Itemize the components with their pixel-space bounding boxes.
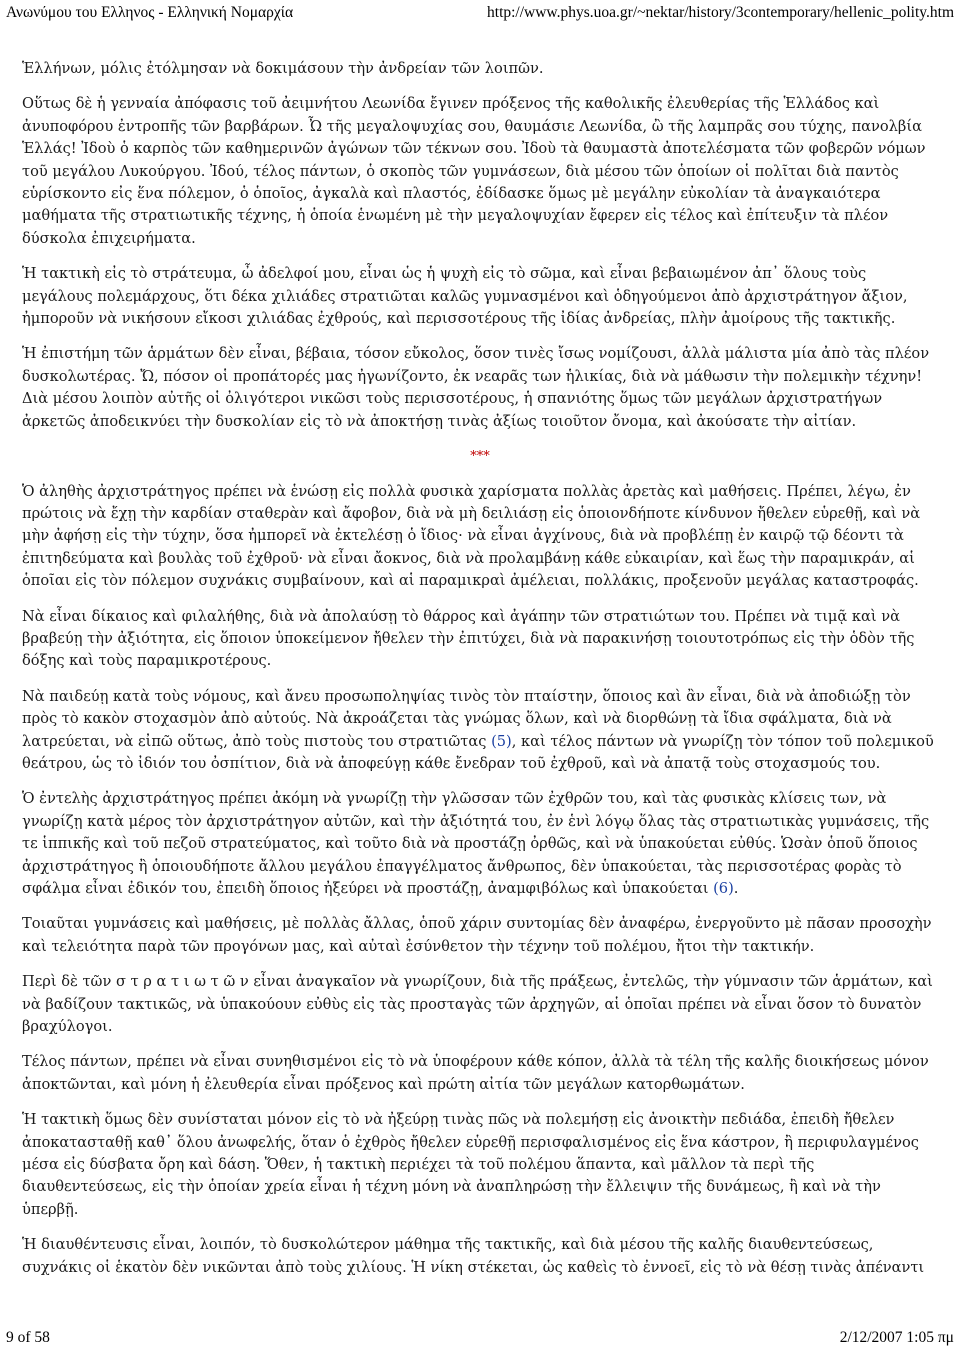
paragraph: Ἡ τακτικὴ εἰς τὸ στράτευμα, ὦ ἀδελφοί μου, εἶναι ὡς ἡ ψυχὴ εἰς τὸ σῶμα, καὶ εἶναι βεβαιωμένον ἀπ᾽ ὅλους τοὺς μεγάλους πολεμάρχους, ὅτι δέκα χιλιάδες στρατιῶται καλῶς γυμνασμένοι καὶ ὁδηγούμενοι ἀπὸ ἀρχιστράτηγον ἄξιον, ἠμποροῦν νὰ νικήσουν εἴκοσι χιλιάδας ἐχθρούς, καὶ περισσοτέρους τῆς ἰδίας ἀνδρείας, πλὴν ἀμοίρους τῆς τακτικῆς. <box>22 265 908 328</box>
paragraph: Τέλος πάντων, πρέπει νὰ εἶναι συνηθισμένοι εἰς τὸ νὰ ὑποφέρουν κάθε κόπον, ἀλλὰ τὰ τέλη τῆς καλῆς διοικήσεως μόνον ἀποκτῶνται, καὶ μόνη ἡ ἐλευθερία εἶναι πρόξενος καὶ πρώτη αἰτία τῶν μεγάλων κατορθωμάτων. <box>22 1053 929 1093</box>
print-date: 2/12/2007 1:05 πμ <box>839 1329 954 1346</box>
paragraph-text: , καὶ τέλος πάντων νὰ γνωρίζῃ τὸν τόπον τοῦ πολεμικοῦ θεάτρου, ὡς τὸ ἰδιόν του ὀσπίτιον, διὰ νὰ ἀποφεύγῃ κάθε ἔνεδραν τοῦ ἐχθροῦ, καὶ νὰ ἀπατᾷ τοὺς στοχασμούς του. <box>22 732 934 772</box>
paragraph: Ὁ ἀληθὴς ἀρχιστράτηγος πρέπει νὰ ἑνώσῃ εἰς πολλὰ φυσικὰ χαρίσματα πολλὰς ἀρετὰς καὶ μαθήσεις. Πρέπει, λέγω, ἐν πρώτοις νὰ ἔχῃ τὴν καρδίαν σταθερὰν καὶ ἄφοβον, διὰ νὰ μὴ δειλιάσῃ εἰς ὁποιονδήποτε κίνδυνον ἤθελεν εὑρεθῇ, καὶ νὰ μὴν ἀφήσῃ εἰς τὴν τύχην, ὅσα ἠμπορεῖ νὰ ἐκτελέσῃ ὁ ἴδιος· νὰ εἶναι ἀγχίνους, διὰ νὰ προβλέπῃ ἐν καιρῷ τῷ δέοντι τὰ ἐπιτηδεύματα καὶ βουλὰς τοῦ ἐχθροῦ· νὰ εἶναι ἄοκνος, διὰ νὰ προλαμβάνῃ κάθε εὐκαιρίαν, καὶ ἕως τὴν παραμικράν, αἱ ὁποῖαι εἰς τὸν πόλεμον συχνάκις συμβαίνουν, καὶ αἱ παραμικραὶ ἀμέλειαι, πολλάκις, προξενοῦν μεγάλας καταστροφάς. <box>22 482 921 590</box>
page-title: Ανωνύμου του Ελληνος - Ελληνική Νομαρχία <box>6 4 294 21</box>
paragraph: Ἡ διαυθέντευσις εἶναι, λοιπόν, τὸ δυσκολώτερον μάθημα τῆς τακτικῆς, καὶ διὰ μέσου τῆς καλῆς διαυθεντεύσεως, συχνάκις οἱ ἑκατὸν δὲν νικῶνται ἀπὸ τοὺς χιλίους. Ἡ νίκη στέκεται, ὡς καθεὶς τὸ ἐννοεῖ, εἰς τὸ νὰ θέσῃ τινὰς ἀπέναντι <box>22 1236 925 1276</box>
paragraph <box>22 686 938 776</box>
paragraph-text: Ὁ ἐντελὴς ἀρχιστράτηγος πρέπει ἀκόμη νὰ γνωρίζῃ τὴν γλῶσσαν τῶν ἐχθρῶν του, καὶ τὰς φυσικὰς κλίσεις των, νὰ γνωρίζῃ κατὰ μέρος τὸν ἀρχιστράτηγον αὐτῶν, καὶ τὴν ἀξιότητά του, ἐν ἑνὶ λόγῳ ὅλας τὰς στρατιωτικὰς γυμνάσεις, τῆς τε ἱππικῆς καὶ τοῦ πεζοῦ στρατεύματος, καὶ τοῦτο διὰ νὰ προστάζῃ ὀρθῶς, καὶ νὰ ὑπακούεται εὐθύς. Ὡσὰν ὁποῦ ὅποιος ἀρχιστράτηγος ἢ ὁποιουδήποτε ἄλλου μεγάλου ἐπαγγέλματος ἄνθρωπος, δὲν ὑπακούεται, τὰς περισσοτέρας φορὰς τὸ σφάλμα εἶναι ἐδικόν του, ἐπειδὴ ὅποιος ἠξεύρει νὰ προστάζῃ, ἀναμφιβόλως καὶ ὑπακούεται <box>22 790 930 897</box>
paragraph: Νὰ εἶναι δίκαιος καὶ φιλαλήθης, διὰ νὰ ἀπολαύσῃ τὸ θάρρος καὶ ἀγάπην τῶν στρατιώτων του. Πρέπει νὰ τιμᾷ καὶ νὰ βραβεύῃ τὴν ἀξιότητα, εἰς ὅποιον ὑποκείμενον ἤθελεν τὴν ἐπιτύχει, διὰ νὰ παρακινήσῃ τοιουτοτρόπως εἰς τὴν ὁδὸν τῆς δόξης καὶ τοὺς παραμικροτέρους. <box>22 607 915 670</box>
document-body <box>22 58 938 1292</box>
page-number: 9 of 58 <box>6 1329 50 1346</box>
section-separator: *** <box>470 449 490 465</box>
paragraph: Οὕτως δὲ ἡ γενναία ἀπόφασις τοῦ ἀειμνήτου Λεωνίδα ἔγινεν πρόξενος τῆς καθολικῆς ἐλευθερίας τῆς Ἑλλάδος καὶ ἀνυποφόρου ἐντροπῆς τῶν βαρβάρων. Ὦ τῆς μεγαλοψυχίας σου, θαυμάσιε Λεωνίδα, ὢ τῆς λαμπρᾶς σου τύχης, πανολβία Ἑλλάς! Ἰδοὺ ὁ καρπὸς τῶν καθημερινῶν ἀγώνων τῶν τέκνων σου. Ἰδοὺ τὰ θαυμαστὰ ἀποτελέσματα τῶν φοβερῶν νόμων τοῦ μεγάλου Λυκούργου. Ἰδού, τέλος πάντων, ὁ σκοπὸς τῶν γυμνάσεων, διὰ μέσου τῶν ὁποίων οἱ πολῖται διὰ παντὸς εὑρίσκοντο εἰς ἕνα πόλεμον, ὁ ὁποῖος, ἀγκαλὰ καὶ πλαστός, ἐδίδασκε ὅμως μὲ μεγάλην εὐκολίαν τὰ ἀναγκαιότερα μαθήματα τῆς στρατιωτικῆς τέχνης, ἡ ὁποία ἑνωμένη μὲ τὴν μεγαλοψυχίαν ἔφερεν εἰς τέλος καὶ ἐπίτευξιν τὰ πλέον δύσκολα ἐπιχειρήματα. <box>22 95 926 247</box>
browser-print-header <box>6 4 954 26</box>
paragraph: Ἡ ἐπιστήμη τῶν ἁρμάτων δὲν εἶναι, βέβαια, τόσον εὔκολος, ὅσον τινὲς ἴσως νομίζουσι, ἀλλὰ μάλιστα μία ἀπὸ τὰς πλέον δυσκολωτέρας. Ὤ, πόσον οἱ προπάτορές μας ἠγωνίζοντο, ἐκ νεαρᾶς των ἡλικίας, διὰ νὰ μάθωσιν τὴν πολεμικὴν τέχνην! Διὰ μέσου λοιπὸν αὐτῆς οἱ ὀλιγότεροι νικῶσι τοὺς περισσοτέρους, ἡ σπανιότης ὅμως τῶν μεγάλων ἀρχιστρατήγων ἀρκετῶς ἀποδεικνύει τὴν δυσκολίαν εἰς τὸ νὰ ἀποκτήσῃ τινὰς ἀξίως τοιοῦτον ὄνομα, καὶ ἀκούσατε τὴν αἰτίαν. <box>22 345 930 430</box>
browser-print-footer <box>6 1329 954 1351</box>
paragraph: Τοιαῦται γυμνάσεις καὶ μαθήσεις, μὲ πολλὰς ἄλλας, ὁποῦ χάριν συντομίας δὲν ἀναφέρω, ἐνεργοῦντο μὲ πᾶσαν προσοχὴν καὶ τελειότητα παρὰ τῶν προγόνων μας, καὶ αὐταὶ ἐσύνθετον τὴν τέχνην τοῦ πολέμου, ἤτοι τὴν τακτικήν. <box>22 915 932 955</box>
paragraph <box>22 788 938 900</box>
paragraph: Ἡ τακτικὴ ὅμως δὲν συνίσταται μόνον εἰς τὸ νὰ ἠξεύρῃ τινὰς πῶς νὰ πολεμήσῃ εἰς ἀνοικτὴν πεδιάδα, ἐπειδὴ ἤθελεν ἀποκατασταθῇ καθ᾽ ὅλου ἀνωφελής, ὅταν ὁ ἐχθρὸς ἤθελεν εὑρεθῇ περισφαλισμένος εἰς ἕνα κάστρον, ἢ περιφυλαγμένος μέσα εἰς δύσβατα ὄρη καὶ δάση. Ὅθεν, ἡ τακτικὴ περιέχει τὰ τοῦ πολέμου ἅπαντα, καὶ μᾶλλον τὰ περὶ τῆς διαυθεντεύσεως, εἰς τὴν ὁποίαν χρεία εἶναι ἡ τέχνη μόνη νὰ ἀναπληρώσῃ τὴν ἔλλειψιν τῆς δυνάμεως, ἢ καὶ νὰ τὴν ὑπερβῇ. <box>22 1111 919 1218</box>
paragraph: Ἑλλήνων, μόλις ἐτόλμησαν νὰ δοκιμάσουν τὴν ἀνδρείαν τῶν λοιπῶν. <box>22 60 544 77</box>
paragraph-text: . <box>733 880 739 897</box>
footnote-link-6[interactable]: (6) <box>713 880 734 897</box>
paragraph-text: Νὰ παιδεύῃ κατὰ τοὺς νόμους, καὶ ἄνευ προσωποληψίας τινὸς τὸν πταίστην, ὅποιος καὶ ἂν εἶναι, διὰ νὰ ἀποδιώξῃ τὸν πρὸς τὸ κακὸν στοχασμὸν ἀπὸ αὐτούς. Νὰ ἀκροάζεται τὰς γνώμας ὅλων, καὶ νὰ διορθώνῃ τὰ ἴδια σφάλματα, διὰ νὰ λατρεύεται, νὰ εἰπῶ οὕτως, ἀπὸ τοὺς πιστοὺς του στρατιῶτας <box>22 687 911 750</box>
paragraph: Περὶ δὲ τῶν σ τ ρ α τ ι ω τ ῶ ν εἶναι ἀναγκαῖον νὰ γνωρίζουν, διὰ τῆς πράξεως, ἐντελῶς, τὴν γύμνασιν τῶν ἁρμάτων, καὶ νὰ βαδίζουν τακτικῶς, νὰ ὑπακούουν εὐθὺς εἰς τὰς προσταγὰς τῶν ἀρχηγῶν, αἱ ὁποῖαι πρέπει νὰ εἶναι ὅσον τὸ δυνατὸν βραχύλογοι. <box>22 973 933 1036</box>
page-url: http://www.phys.uoa.gr/~nektar/history/3contemporary/hellenic_polity.htm <box>487 4 954 21</box>
footnote-link-5[interactable]: (5) <box>491 732 512 750</box>
